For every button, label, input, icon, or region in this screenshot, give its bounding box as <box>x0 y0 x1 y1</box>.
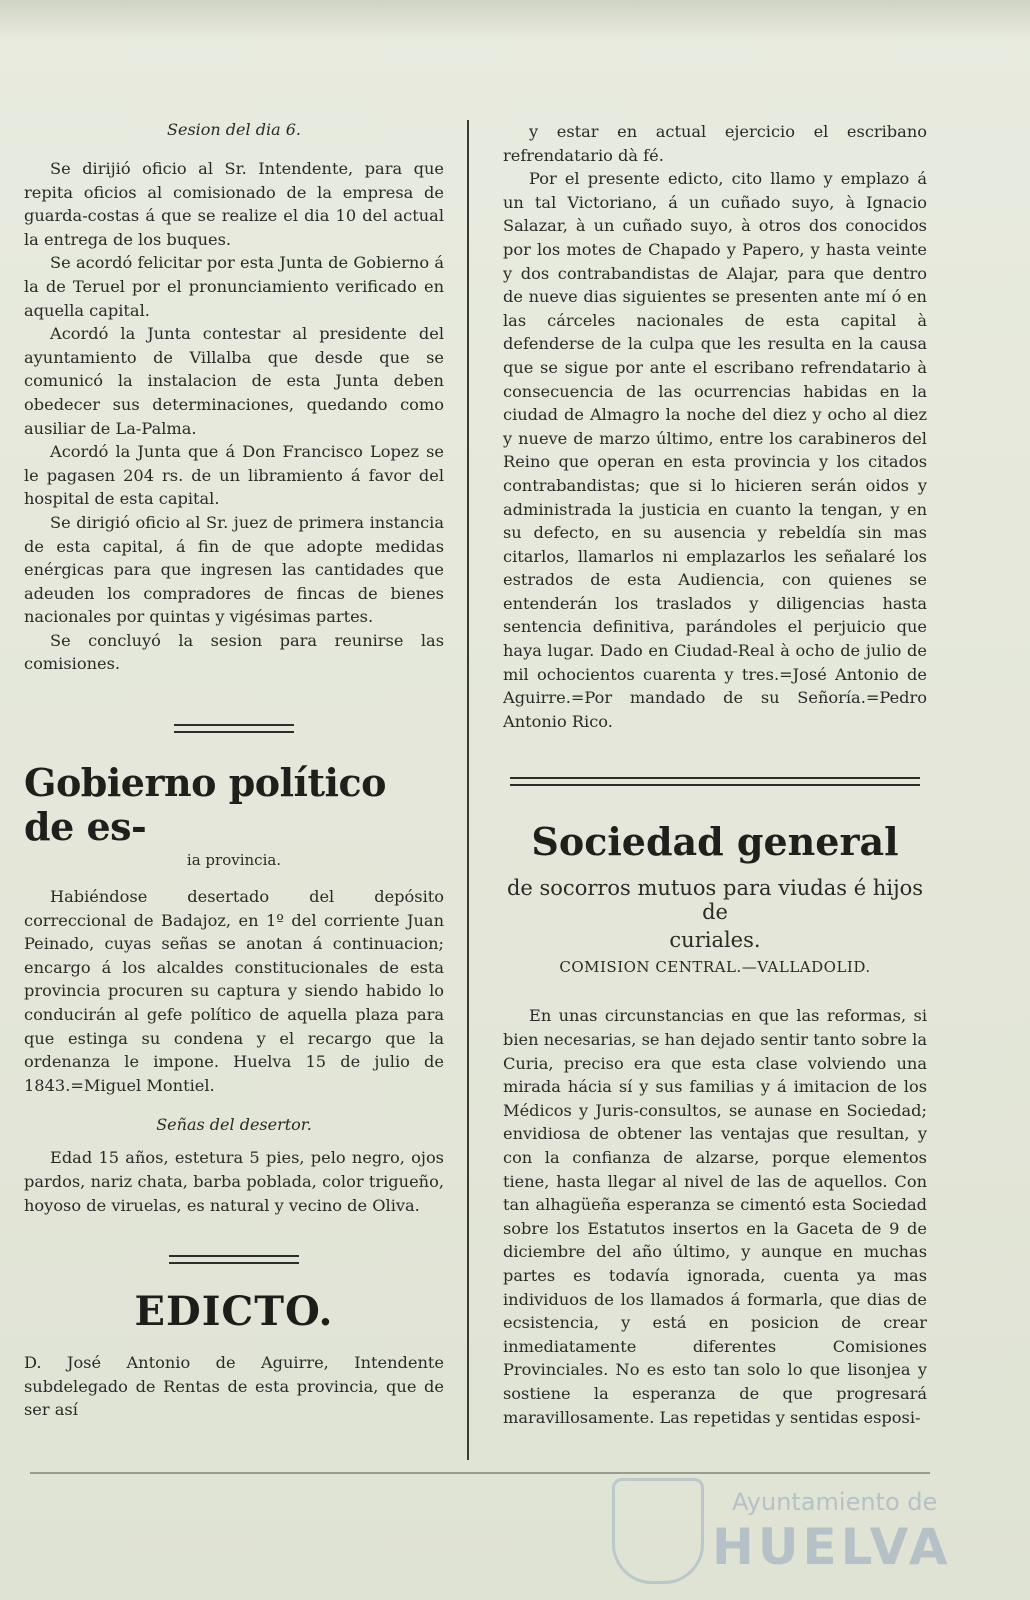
section-rule <box>510 777 920 786</box>
section-rule <box>174 724 294 733</box>
senas-title: Señas del desertor. <box>156 1115 312 1135</box>
senas-text: Edad 15 años, estetura 5 pies, pelo negro, ojos pardos, nariz chata, barba poblada, color trigueño, hoyoso de viruelas, es natural y vecino de Oliva. <box>24 1148 444 1215</box>
session-paragraph: Se concluyó la sesion para reunirse las comisiones. <box>24 630 444 674</box>
right-column <box>503 120 927 1429</box>
session-paragraph: Se dirigió oficio al Sr. juez de primera instancia de esta capital, á fin de que adopte medidas enérgicas para que ingresen las cantidades que adeuden los compradores de fincas de bienes nacionales por quintas y vigésimas partes. <box>24 512 444 627</box>
sociedad-title: Sociedad general <box>531 819 899 865</box>
comision-heading: COMISION CENTRAL.—VALLADOLID. <box>559 958 871 977</box>
sociedad-subtitle-1: de socorros mutuos para viudas é hijos de <box>506 876 924 925</box>
gobierno-title: Gobierno político de es- <box>24 760 386 850</box>
watermark <box>612 1476 952 1586</box>
session-paragraph: Acordó la Junta contestar al presidente del ayuntamiento de Villalba que desde que se comunicó la instalacion de esta Junta deben obedecer sus determinaciones, quedando como ausiliar de La-Palma. <box>24 324 444 438</box>
session-paragraph: Acordó la Junta que á Don Francisco Lopez se le pagasen 204 rs. de un libramiento á favor del hospital de esta capital. <box>24 442 444 509</box>
column-divider <box>467 120 469 1460</box>
page-top-shadow <box>0 0 1030 40</box>
left-column <box>24 120 444 1422</box>
sociedad-subtitle-2: curiales. <box>669 928 761 953</box>
watermark-line-1: Ayuntamiento de <box>732 1488 938 1516</box>
gobierno-notice: Habiéndose desertado del depósito correccional de Badajoz, en 1º del corriente Juan Peinado, cuyas señas se anotan á continuacion; encargo á los alcaldes constitucionales de esta provincia procuren su captura y siendo habido lo conducirán al gefe político de aquella plaza para que estinga su condena y el recargo que la ordenanza le impone. Huelva 15 de julio de 1843.=Miguel Montiel. <box>24 887 444 1095</box>
edicto-title: EDICTO. <box>134 1288 334 1336</box>
coat-of-arms-icon <box>612 1478 704 1584</box>
bottom-rule <box>30 1472 930 1474</box>
session-paragraphs <box>24 157 444 676</box>
gobierno-subtitle: ia provincia. <box>186 851 282 870</box>
watermark-line-2: HUELVA <box>712 1518 952 1576</box>
edicto-opening: D. José Antonio de Aguirre, Intendente subdelegado de Rentas de esta provincia, que de ser así <box>24 1353 444 1420</box>
edicto-body: Por el presente edicto, cito llamo y emplazo á un tal Victoriano, á un cuñado suyo, à Ignacio Salazar, à un cuñado suyo, à otros dos conocidos por los motes de Chapado y Papero, y hasta veinte y dos contrabandistas de Alajar, para que dentro de nueve dias siguientes se presenten ante mí ó en las cárceles nacionales de esta capital à defenderse de la culpa que les resulta en la causa que se sigue por ante el escribano refrendatario à consecuencia de las ocurrencias habidas en la ciudad de Almagro la noche del diez y ocho al diez y nueve de marzo último, entre los carabineros del Reino que operan en esta provincia y los citados contrabandistas; que si lo hicieren serán oidos y administrada la justicia en cuanto la tengan, y en su defecto, en su ausencia y rebeldía sin mas citarlos, llamarlos ni emplazarlos les señalaré los estrados de esta Audiencia, con quienes se entenderán los traslados y diligencias hasta sentencia definitiva, parándoles el perjuicio que haya lugar. Dado en Ciudad-Real à ocho de julio de mil ochocientos cuarenta y tres.=José Antonio de Aguirre.=Por mandado de su Señoría.=Pedro Antonio Rico. <box>503 169 927 731</box>
sociedad-text: En unas circunstancias en que las reformas, si bien necesarias, se han dejado sentir tanto sobre la Curia, preciso era que esta clase volviendo una mirada hácia sí y sus familias y á imitacion de los Médicos y Juris-consultos, se aunase en Sociedad; envidiosa de obtener las ventajas que resultan, y con la confianza de alzarse, porque elementos tiene, hasta llegar al nivel de las de aquellos. Con tan alhagüeña esperanza se cimentó esta Sociedad sobre los Estatutos insertos en la Gaceta de 9 de diciembre del año último, y aunque en muchas partes es todavía ignorada, cuenta ya mas individuos de los llamados á formarla, que dias de ecsistencia, y está en posicion de crear inmediatamente diferentes Comisiones Provinciales. No es esto tan solo lo que lisonjea y sostiene la esperanza de que progresará maravillosamente. Las repetidas y sentidas esposi- <box>503 1006 927 1427</box>
section-rule <box>169 1255 299 1264</box>
session-title: Sesion del dia 6. <box>167 120 301 139</box>
session-paragraph: Se dirijió oficio al Sr. Intendente, para que repita oficios al comisionado de la empresa de guarda-costas á que se realize el dia 10 del actual la entrega de los buques. <box>24 159 444 249</box>
session-paragraph: Se acordó felicitar por esta Junta de Gobierno á la de Teruel por el pronunciamiento verificado en aquella capital. <box>24 253 444 320</box>
edicto-continuation: y estar en actual ejercicio el escribano refrendatario dà fé. <box>503 122 927 165</box>
